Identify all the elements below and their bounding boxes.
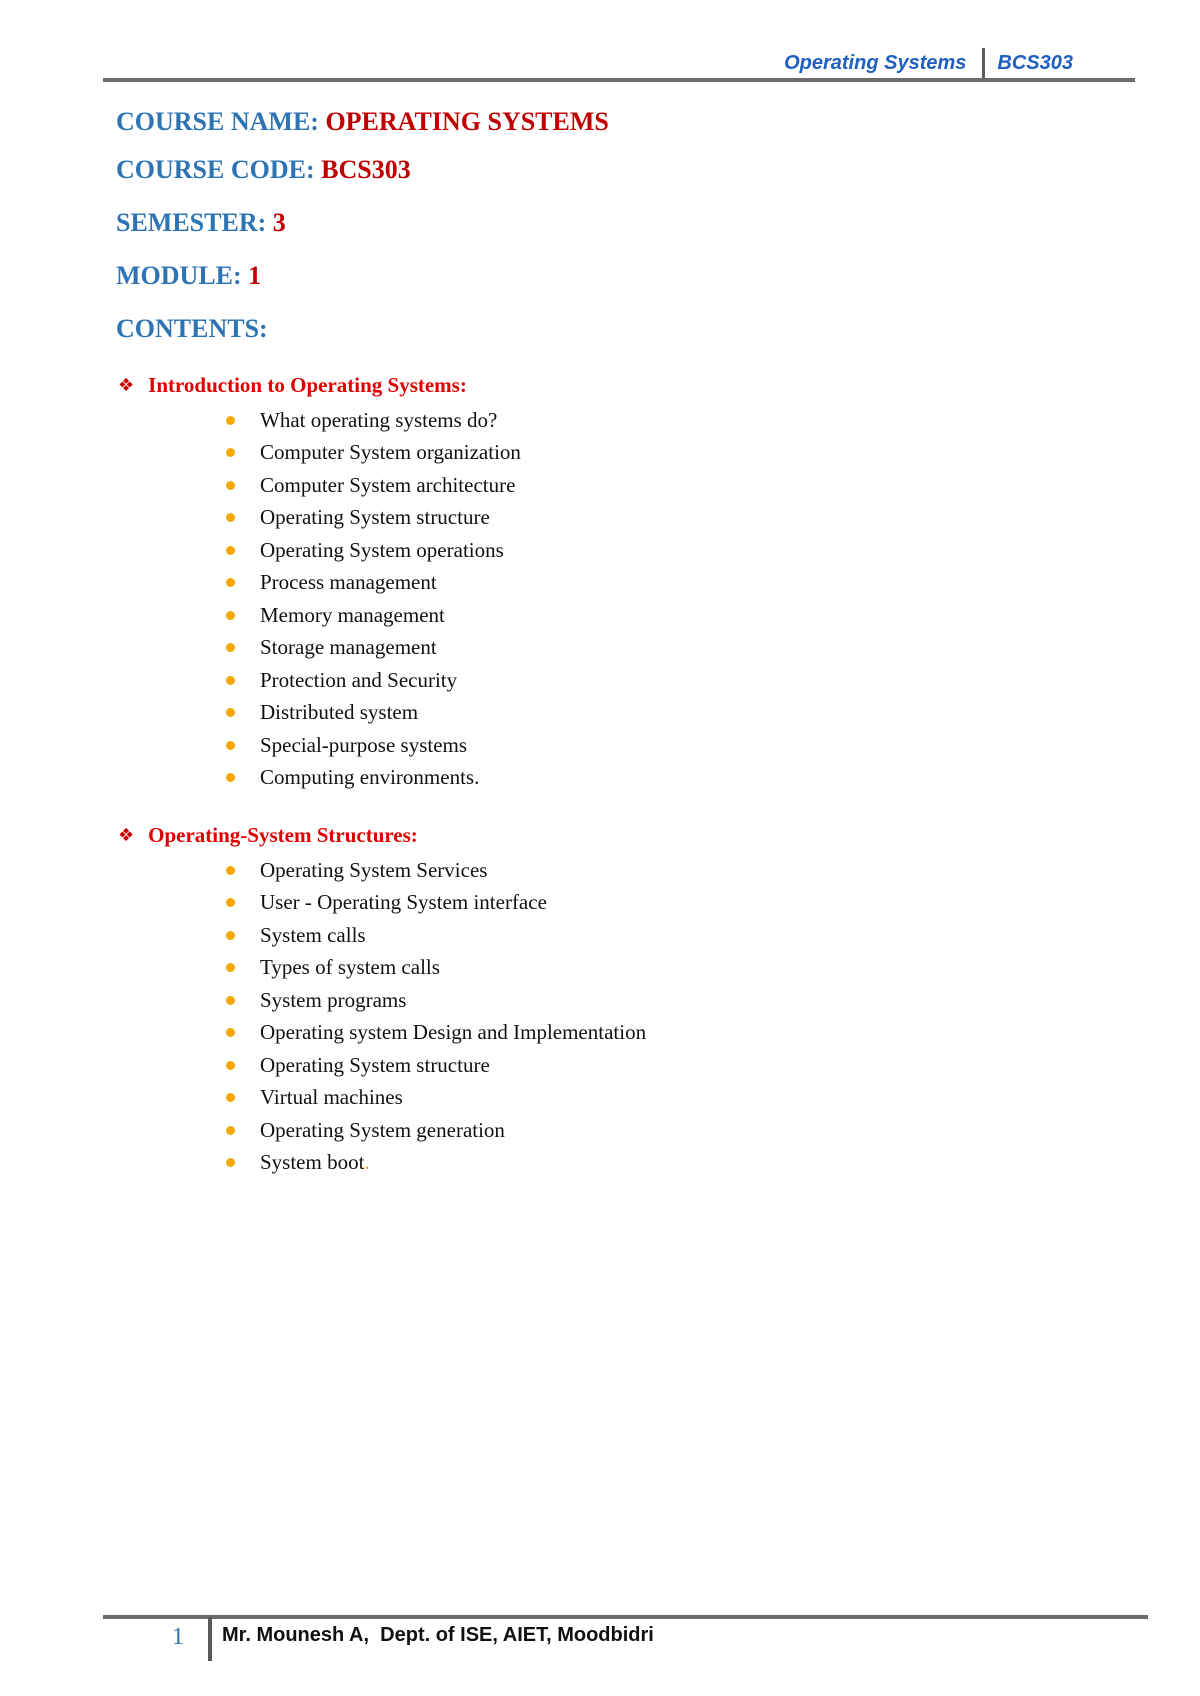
list-item (226, 632, 521, 665)
bullet-icon (226, 963, 235, 972)
footer-rule (103, 1615, 1148, 1619)
bullet-icon (226, 1126, 235, 1135)
list-item (226, 887, 646, 920)
list-item (226, 697, 521, 730)
contents-line (116, 314, 268, 344)
list-item (226, 762, 521, 795)
list-item (226, 599, 521, 632)
list-item-text: Computing environments. (260, 765, 480, 790)
list-item-text: Computer System architecture (260, 472, 516, 497)
list-item-text: What operating systems do? (260, 407, 498, 432)
list-item (226, 534, 521, 567)
list-item-text: System calls (260, 922, 366, 947)
contents-label: CONTENTS: (116, 314, 268, 343)
semester-label: SEMESTER: (116, 208, 273, 237)
section-heading (118, 373, 467, 398)
footer-author: Mr. Mounesh A, Dept. of ISE, AIET, Moodbidri (222, 1624, 654, 1646)
section-title: Operating-System Structures: (148, 823, 418, 847)
list-item (226, 437, 521, 470)
bullet-icon (226, 676, 235, 685)
footer-separator (208, 1617, 212, 1661)
header-rule (103, 78, 1135, 82)
bullet-icon (226, 448, 235, 457)
list-item-text: Operating System structure (260, 505, 490, 530)
list-item (226, 854, 646, 887)
list-item (226, 502, 521, 535)
bullet-icon (226, 546, 235, 555)
list-item (226, 1017, 646, 1050)
section-heading (118, 823, 418, 848)
bullet-icon (226, 416, 235, 425)
list-item (226, 1147, 646, 1180)
bullet-icon (226, 481, 235, 490)
list-item-text: Operating System operations (260, 537, 504, 562)
list-item-text: Storage management (260, 635, 437, 660)
list-item-text: System programs (260, 987, 407, 1012)
list-item (226, 664, 521, 697)
list-item-text: Operating system Design and Implementation (260, 1020, 647, 1045)
list-item-text: Protection and Security (260, 667, 458, 692)
list-item-trailing-period: . (364, 1150, 370, 1175)
list-item-text: User - Operating System interface (260, 890, 547, 915)
list-item-text: Operating System generation (260, 1117, 505, 1142)
bullet-icon (226, 741, 235, 750)
page-number: 1 (172, 1624, 184, 1650)
course-code-line (116, 155, 411, 185)
page-header (0, 0, 1200, 90)
list-item-text: Memory management (260, 602, 445, 627)
bullet-icon (226, 708, 235, 717)
list-item (226, 984, 646, 1017)
section-title: Introduction to Operating Systems: (148, 373, 467, 397)
list-item-text: Operating System Services (260, 857, 488, 882)
course-name-value: OPERATING SYSTEMS (325, 107, 609, 136)
bullet-icon (226, 773, 235, 782)
list-item (226, 919, 646, 952)
list-item-text: Computer System organization (260, 440, 521, 465)
list-item-text: Process management (260, 570, 437, 595)
list-item-text: System boot (260, 1150, 365, 1175)
section-item-list (226, 404, 521, 794)
course-name-label: COURSE NAME: (116, 107, 326, 136)
list-item-text: Types of system calls (260, 955, 440, 980)
list-item-text: Special-purpose systems (260, 732, 468, 757)
bullet-icon (226, 1061, 235, 1070)
course-code-label: COURSE CODE: (116, 155, 322, 184)
header-code: BCS303 (997, 51, 1073, 74)
bullet-icon (226, 513, 235, 522)
semester-value: 3 (272, 208, 286, 237)
bullet-icon (226, 866, 235, 875)
list-item (226, 1049, 646, 1082)
list-item (226, 952, 646, 985)
list-item (226, 1082, 646, 1115)
diamond-bullet-icon: ❖ (118, 375, 135, 396)
bullet-icon (226, 643, 235, 652)
list-item-text: Distributed system (260, 700, 419, 725)
bullet-icon (226, 931, 235, 940)
list-item-text: Operating System structure (260, 1052, 490, 1077)
course-name-line (116, 107, 609, 137)
header-subject: Operating Systems (784, 51, 967, 74)
section-item-list (226, 854, 646, 1179)
list-item (226, 567, 521, 600)
bullet-icon (226, 611, 235, 620)
bullet-icon (226, 996, 235, 1005)
semester-line (116, 208, 286, 238)
module-line (116, 261, 261, 291)
list-item (226, 729, 521, 762)
header-title (784, 46, 1073, 80)
bullet-icon (226, 1093, 235, 1102)
course-code-value: BCS303 (321, 155, 411, 184)
diamond-bullet-icon: ❖ (118, 825, 135, 846)
module-label: MODULE: (116, 261, 249, 290)
bullet-icon (226, 1028, 235, 1037)
bullet-icon (226, 1158, 235, 1167)
bullet-icon (226, 898, 235, 907)
list-item (226, 404, 521, 437)
list-item-text: Virtual machines (260, 1085, 403, 1110)
bullet-icon (226, 578, 235, 587)
header-separator (982, 48, 985, 82)
list-item (226, 1114, 646, 1147)
module-value: 1 (248, 261, 262, 290)
list-item (226, 469, 521, 502)
